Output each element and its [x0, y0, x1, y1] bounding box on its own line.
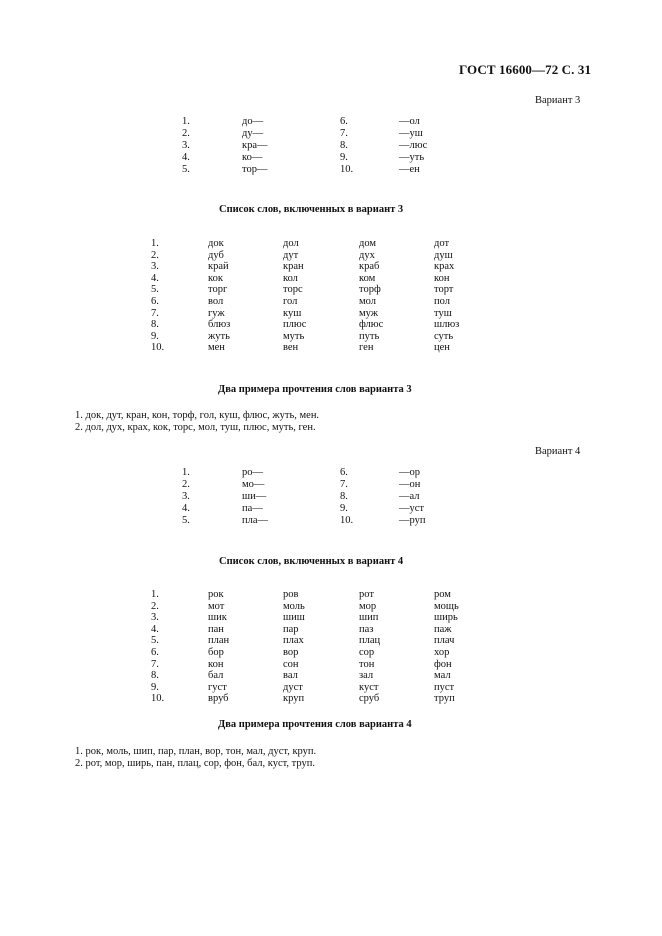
word-cell: торс: [283, 284, 303, 296]
word-cell: торг: [208, 284, 228, 296]
word-cell: мощь: [434, 600, 459, 612]
fragment-n2: 8.: [340, 140, 348, 151]
word-cell: бал: [208, 670, 224, 682]
word-row-number: 4.: [151, 623, 159, 635]
word-cell: дот: [434, 238, 450, 249]
word-cell: туш: [434, 307, 452, 319]
word-row-number: 6.: [151, 647, 159, 658]
fragment-n1: 4.: [182, 152, 190, 163]
word-cell: шлюз: [434, 319, 460, 331]
word-cell: куш: [283, 307, 302, 319]
word-cell: паж: [434, 623, 452, 635]
page-header: ГОСТ 16600—72 С. 31: [459, 62, 592, 77]
word-cell: мал: [434, 670, 451, 682]
fragment-right: —уст: [399, 503, 424, 514]
fragment-n2: 9.: [340, 152, 348, 163]
fragment-n2: 6.: [340, 467, 348, 478]
word-cell: ширь: [434, 612, 458, 624]
fragment-right: —ол: [399, 116, 420, 127]
fragment-right: —ен: [399, 164, 420, 175]
word-row-number: 5.: [151, 284, 159, 296]
word-cell: сор: [359, 647, 375, 658]
fragment-left: ши—: [242, 491, 267, 502]
variant-3-label: Вариант 3: [535, 95, 581, 106]
fragment-left: тор—: [242, 164, 268, 175]
fragment-n1: 2.: [182, 128, 190, 139]
word-row-number: 10.: [151, 693, 165, 705]
word-cell: дут: [283, 249, 299, 261]
word-cell: паз: [359, 623, 374, 635]
word-cell: жуть: [208, 330, 230, 342]
word-cell: кон: [208, 658, 224, 670]
fragment-n2: 9.: [340, 503, 348, 514]
fragment-n2: 10.: [340, 515, 354, 526]
variant-4-list-heading: Список слов, включенных в вариант 4: [219, 556, 404, 567]
word-cell: мот: [208, 600, 225, 612]
word-cell: куст: [359, 681, 379, 693]
fragment-n1: 5.: [182, 515, 190, 526]
fragment-left: ко—: [242, 152, 263, 163]
fragment-left: кра—: [242, 140, 268, 151]
word-cell: плюс: [283, 319, 307, 331]
word-cell: густ: [208, 681, 227, 693]
word-cell: торф: [359, 284, 381, 296]
word-cell: мол: [359, 296, 376, 307]
word-cell: душ: [434, 249, 453, 261]
word-cell: плах: [283, 635, 304, 647]
word-cell: хор: [434, 647, 450, 658]
fragment-n1: 3.: [182, 491, 190, 502]
word-cell: ром: [434, 589, 451, 600]
fragment-right: —ал: [399, 491, 420, 502]
fragment-n1: 1.: [182, 467, 190, 478]
word-cell: вен: [283, 342, 299, 354]
fragment-left: пла—: [242, 515, 269, 526]
word-row-number: 9.: [151, 681, 159, 693]
word-cell: план: [208, 635, 230, 647]
word-cell: пуст: [434, 681, 455, 693]
word-cell: моль: [283, 600, 305, 612]
variant-4-label: Вариант 4: [535, 446, 581, 457]
word-cell: круп: [283, 693, 305, 705]
word-cell: торт: [434, 284, 454, 296]
word-cell: дуб: [208, 249, 224, 261]
fragment-right: —уш: [399, 128, 423, 139]
fragment-n1: 4.: [182, 503, 190, 514]
word-cell: пан: [208, 623, 224, 635]
fragment-n1: 2.: [182, 479, 190, 490]
word-row-number: 10.: [151, 342, 165, 354]
word-cell: дуст: [283, 681, 303, 693]
fragment-left: па—: [242, 503, 263, 514]
fragment-right: —руп: [399, 515, 426, 526]
fragment-n1: 5.: [182, 164, 190, 175]
fragment-n2: 7.: [340, 128, 348, 139]
word-row-number: 8.: [151, 319, 159, 331]
word-cell: муть: [283, 330, 305, 342]
fragment-left: до—: [242, 116, 264, 127]
word-row-number: 2.: [151, 600, 159, 612]
word-cell: сон: [283, 658, 299, 670]
fragment-right: —уть: [399, 152, 425, 163]
word-cell: труп: [434, 693, 455, 705]
word-cell: плач: [434, 635, 455, 647]
word-cell: шип: [359, 612, 379, 624]
word-cell: блюз: [208, 319, 231, 331]
word-cell: муж: [359, 307, 379, 319]
fragment-right: —ор: [399, 467, 420, 478]
word-cell: рот: [359, 589, 374, 600]
word-cell: дом: [359, 238, 377, 249]
word-row-number: 7.: [151, 307, 159, 319]
fragment-n1: 3.: [182, 140, 190, 151]
fragment-right: —люс: [399, 140, 428, 151]
variant-3-list-heading: Список слов, включенных в вариант 3: [219, 204, 404, 215]
variant-4-example-2: 2. рот, мор, ширь, пан, плац, сор, фон, бал, куст, труп.: [75, 758, 315, 769]
word-row-number: 8.: [151, 670, 159, 682]
word-cell: гуж: [208, 307, 225, 319]
fragment-left: ду—: [242, 128, 264, 139]
word-cell: край: [208, 261, 229, 273]
word-row-number: 1.: [151, 589, 159, 600]
word-cell: краб: [359, 261, 380, 273]
word-row-number: 9.: [151, 330, 159, 342]
word-cell: вор: [283, 647, 299, 658]
word-cell: дух: [359, 249, 375, 261]
fragment-n2: 8.: [340, 491, 348, 502]
fragment-n2: 10.: [340, 164, 354, 175]
word-row-number: 5.: [151, 635, 159, 647]
word-cell: вруб: [208, 693, 229, 705]
word-cell: цен: [434, 342, 450, 354]
word-cell: плац: [359, 635, 381, 647]
word-cell: кран: [283, 261, 304, 273]
word-cell: кол: [283, 272, 298, 284]
word-cell: сруб: [359, 693, 380, 705]
variant-4-examples-heading: Два примера прочтения слов варианта 4: [218, 719, 412, 730]
word-cell: шик: [208, 612, 227, 624]
word-cell: кон: [434, 272, 450, 284]
fragment-n1: 1.: [182, 116, 190, 127]
variant-3-example-2: 2. дол, дух, крах, кок, торс, мол, туш, плюс, муть, ген.: [75, 422, 316, 433]
word-cell: зал: [359, 670, 374, 682]
word-cell: док: [208, 238, 224, 249]
fragment-left: ро—: [242, 467, 263, 478]
word-row-number: 3.: [151, 612, 159, 624]
word-row-number: 1.: [151, 238, 159, 249]
word-row-number: 4.: [151, 272, 159, 284]
word-cell: крах: [434, 261, 455, 273]
word-row-number: 6.: [151, 296, 159, 307]
word-cell: тон: [359, 658, 375, 670]
word-row-number: 3.: [151, 261, 159, 273]
word-cell: вал: [283, 670, 298, 682]
word-cell: ген: [359, 342, 374, 354]
word-cell: фон: [434, 658, 452, 670]
word-cell: пол: [434, 296, 450, 307]
fragment-right: —он: [399, 479, 421, 490]
word-cell: флюс: [359, 319, 384, 331]
word-cell: ров: [283, 589, 299, 600]
variant-3-examples-heading: Два примера прочтения слов варианта 3: [218, 384, 412, 395]
word-cell: пар: [283, 623, 299, 635]
word-cell: шиш: [283, 612, 305, 624]
word-cell: рок: [208, 589, 224, 600]
word-cell: вол: [208, 296, 224, 307]
word-cell: мор: [359, 600, 377, 612]
word-cell: ком: [359, 272, 376, 284]
word-cell: бор: [208, 647, 224, 658]
word-cell: дол: [283, 238, 299, 249]
word-cell: кок: [208, 272, 223, 284]
word-cell: гол: [283, 296, 298, 307]
word-cell: суть: [434, 330, 454, 342]
variant-3-example-1: 1. док, дут, кран, кон, торф, гол, куш, флюс, жуть, мен.: [75, 410, 320, 421]
fragment-n2: 7.: [340, 479, 348, 490]
word-row-number: 7.: [151, 658, 159, 670]
fragment-left: мо—: [242, 479, 265, 490]
word-cell: мен: [208, 342, 225, 354]
fragment-n2: 6.: [340, 116, 348, 127]
variant-4-example-1: 1. рок, моль, шип, пар, план, вор, тон, мал, дуст, круп.: [75, 746, 317, 757]
word-row-number: 2.: [151, 249, 159, 261]
word-cell: путь: [359, 330, 380, 342]
